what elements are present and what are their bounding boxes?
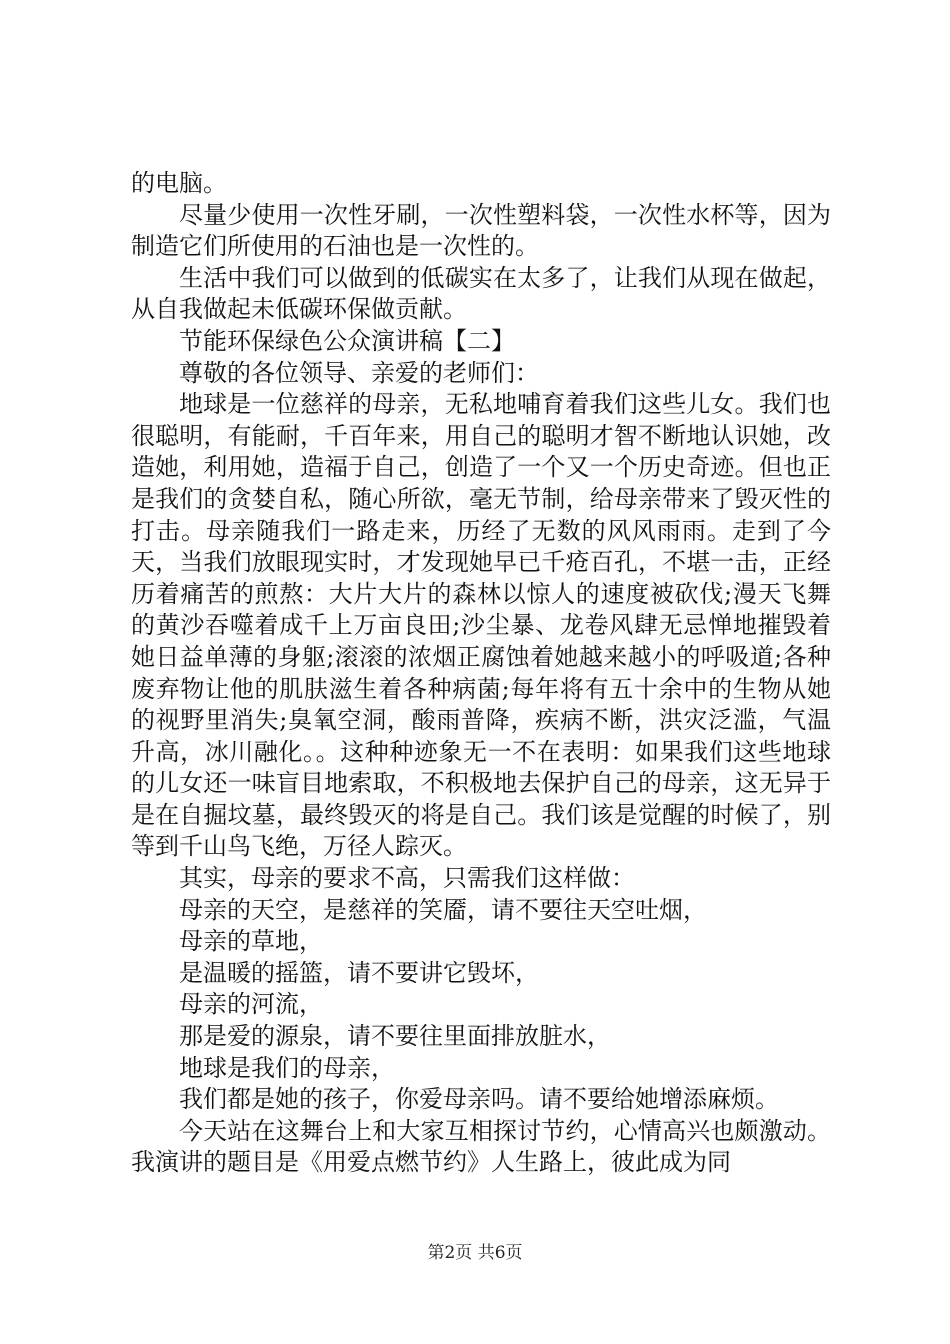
page-number-footer: 第2页 共6页 [427,1243,523,1263]
poem-line: 是温暖的摇篮，请不要讲它毁坏， [179,958,539,987]
poem-line: 地球是我们的母亲， [179,1053,395,1082]
paragraph: 今天站在这舞台上和大家互相探讨节约，心情高兴也颇激动。我演讲的题目是《用爱点燃节约》人生路上，彼此成为同 [131,1116,831,1177]
paragraph: 的电脑。 [131,169,227,197]
poem-line: 母亲的河流， [179,990,323,1019]
paragraph: 地球是一位慈祥的母亲，无私地哺育着我们这些儿女。我们也很聪明，有能耐，千百年来，用自己的聪明才智不断地认识她，改造她，利用她，造福于自己，创造了一个又一个历史奇迹。但也正是我们的贪婪自私，随心所欲，毫无节制，给母亲带来了毁灭性的打击。母亲随我们一路走来，历经了无数的风风雨雨。走到了今天，当我们放眼现实时，才发现她早已千疮百孔，不堪一击，正经历着痛苦的煎熬：大片大片的森林以惊人的速度被砍伐;漫天飞舞的黄沙吞噬着成千上万亩良田;沙尘暴、龙卷风肆无忌惮地摧毁着她日益单薄的身躯;滚滚的浓烟正腐蚀着她越来越小的呼吸道;各种废弃物让他的肌肤滋生着各种病菌;每年将有五十余中的生物从她的视野里消失;臭氧空洞，酸雨普降，疾病不断，洪灾泛滥，气温升高，冰川融化。。这种种迹象无一不在表明：如果我们这些地球的儿女还一味盲目地索取，不积极地去保护自己的母亲，这无异于是在自掘坟墓，最终毁灭的将是自己。我们该是觉醒的时候了，别等到千山鸟飞绝，万径人踪灭。 [131,390,831,861]
salutation: 尊敬的各位领导、亲爱的老师们： [179,358,539,387]
paragraph: 尽量少使用一次性牙刷，一次性塑料袋，一次性水杯等，因为制造它们所使用的石油也是一次性的。 [131,200,831,261]
poem-line: 母亲的天空，是慈祥的笑靥，请不要往天空吐烟， [179,895,707,924]
poem-line: 母亲的草地， [179,927,323,956]
paragraph: 其实，母亲的要求不高，只需我们这样做： [179,864,635,893]
document-body [131,168,831,1179]
poem-line: 那是爱的源泉，请不要往里面排放脏水， [179,1022,611,1051]
poem-line: 我们都是她的孩子，你爱母亲吗。请不要给她增添麻烦。 [179,1085,779,1114]
section-heading: 节能环保绿色公众演讲稿【二】 [179,326,515,355]
paragraph: 生活中我们可以做到的低碳实在太多了，让我们从现在做起，从自我做起未低碳环保做贡献。 [131,263,831,324]
